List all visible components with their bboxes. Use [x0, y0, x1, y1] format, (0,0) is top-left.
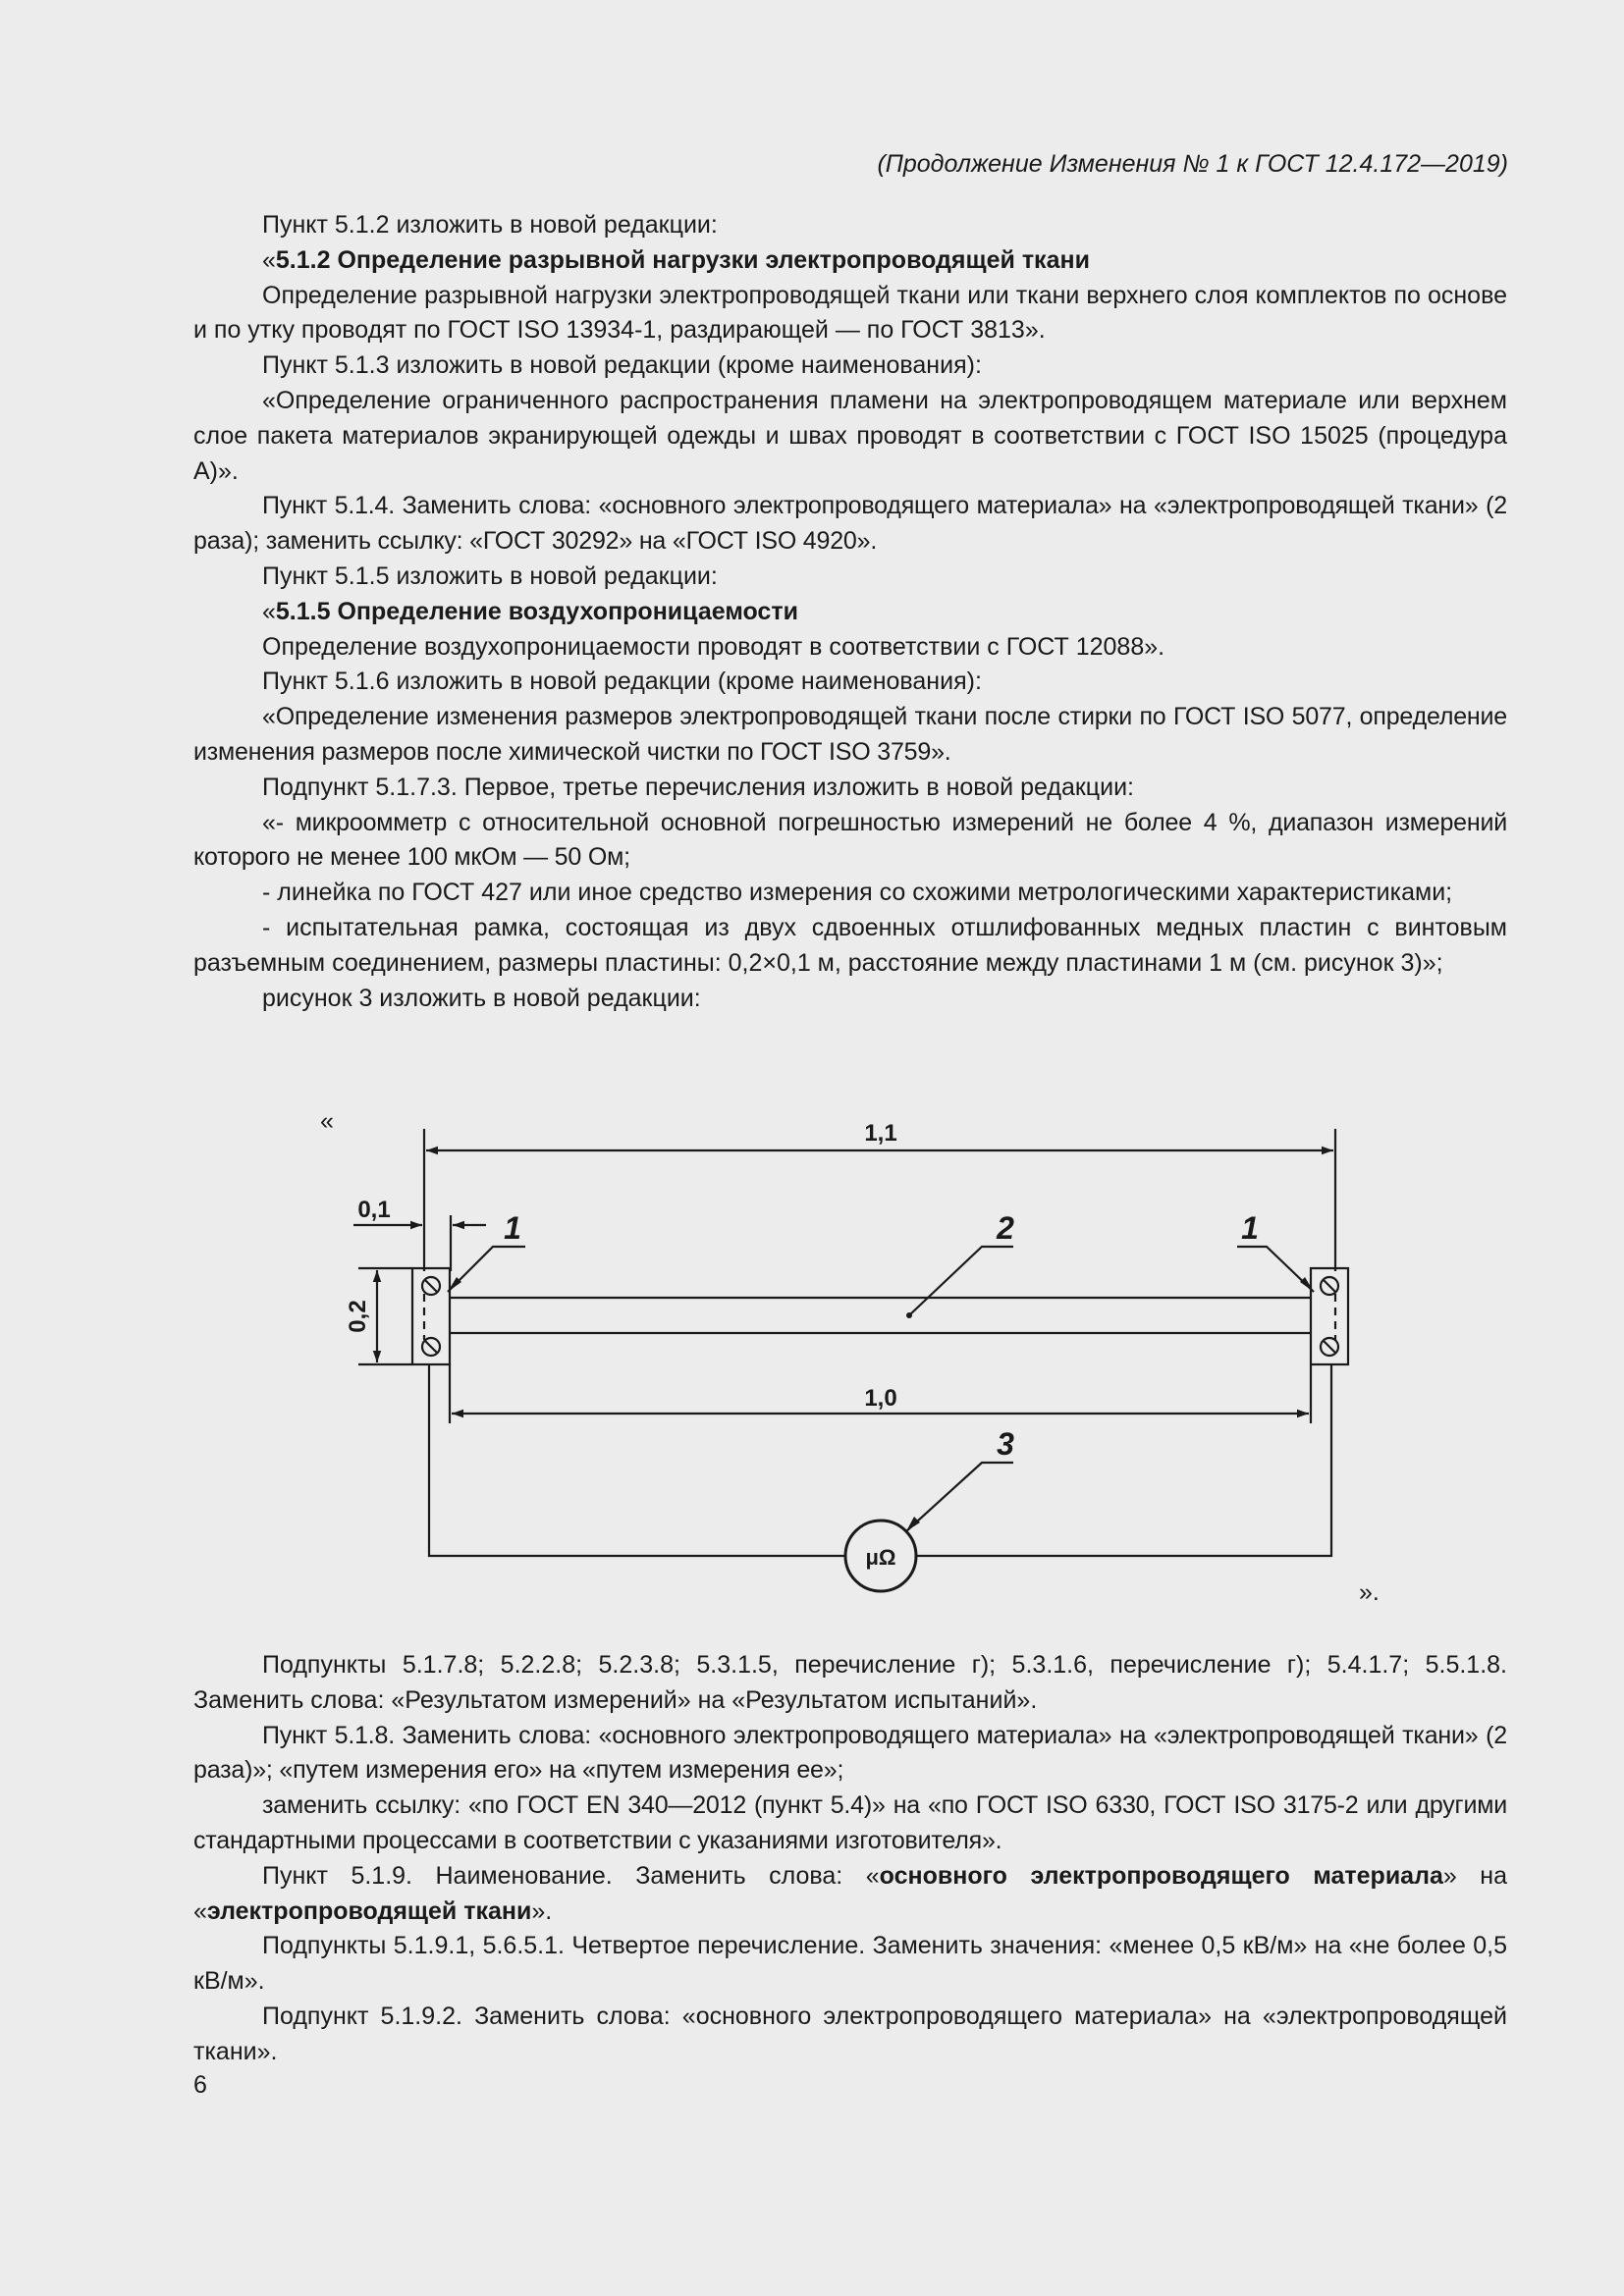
paragraph: Определение разрывной нагрузки электропроводящей ткани или ткани верхнего слоя комплектов по основе и по утку проводят по ГОСТ ISO 13934-1, раздирающей — по ГОСТ 3813».: [193, 281, 1507, 345]
leader-arrowhead: [906, 1517, 920, 1531]
leader-dot: [906, 1312, 912, 1318]
figure-open-quote: «: [320, 1107, 334, 1135]
text-run: Пункт 5.1.9. Наименование. Заменить слова: «: [262, 1861, 880, 1890]
paragraph: Подпункты 5.1.7.8; 5.2.2.8; 5.2.3.8; 5.3.1.5, перечисление г); 5.3.1.6, перечисление г); 5.4.1.7; 5.5.1.8. Заменить слова: «Результатом измерений» на «Результатом испытаний».: [193, 1651, 1507, 1714]
plate-left: [412, 1268, 450, 1364]
callout-1-right: 1: [1241, 1210, 1259, 1246]
running-header: (Продолжение Изменения № 1 к ГОСТ 12.4.172—2019): [877, 150, 1508, 178]
dimension-label-total: 1,1: [864, 1120, 897, 1147]
paragraph: Пункт 5.1.3 изложить в новой редакции (кроме наименования):: [262, 351, 982, 380]
paragraph: Подпункт 5.1.7.3. Первое, третье перечисления изложить в новой редакции:: [262, 773, 1134, 801]
list-item: - испытательная рамка, состоящая из двух сдвоенных отшлифованных медных пластин с винтовым разъемным соединением, размеры пластины: 0,2×0,1 м, расстояние между пластинами 1 м (см. рисунок 3)»;: [193, 913, 1507, 977]
dimension-label-inner: 1,0: [864, 1385, 897, 1412]
quote-mark: «: [262, 597, 276, 625]
section-heading: 5.1.5 Определение воздухопроницаемости: [275, 597, 798, 625]
text-run: ».: [531, 1896, 553, 1925]
dimension-label-height: 0,2: [345, 1300, 371, 1333]
meter-symbol: μΩ: [865, 1545, 896, 1570]
page-number: 6: [193, 2071, 207, 2099]
figure-close-quote: ».: [1359, 1578, 1380, 1606]
dimension-label-width: 0,1: [357, 1197, 391, 1223]
plate-right: [1311, 1268, 1348, 1364]
paragraph-heading: [193, 243, 1507, 279]
screw-slot: [425, 1341, 437, 1353]
list-item: - линейка по ГОСТ 427 или иное средство измерения со схожими метрологическими характеристиками;: [262, 879, 1453, 907]
test-frame-drawing: [314, 1099, 1394, 1620]
callout-1-left: 1: [504, 1210, 521, 1246]
text-block-top: [193, 208, 1507, 1016]
paragraph: Подпункт 5.1.9.2. Заменить слова: «основного электропроводящего материала» на «электропроводящей ткани».: [193, 2002, 1507, 2065]
leader-1-left: [448, 1247, 525, 1292]
quote-mark: «: [262, 245, 276, 274]
paragraph: рисунок 3 изложить в новой редакции:: [262, 984, 701, 1012]
text-run: » на «: [193, 1861, 1507, 1925]
paragraph: Пункт 5.1.6 изложить в новой редакции (кроме наименования):: [262, 667, 982, 696]
leader-2: [909, 1247, 1013, 1315]
paragraph: заменить ссылку: «по ГОСТ EN 340—2012 (пункт 5.4)» на «по ГОСТ ISO 6330, ГОСТ ISO 3175-2 или другими стандартными процессами в соответствии с указаниями изготовителя».: [193, 1791, 1507, 1854]
leader-1-right: [1237, 1247, 1314, 1292]
paragraph: Пункт 5.1.2 изложить в новой редакции:: [262, 211, 718, 239]
screw-slot: [1324, 1280, 1335, 1292]
paragraph: «Определение изменения размеров электропроводящей ткани после стирки по ГОСТ ISO 5077, определение изменения размеров после химической чистки по ГОСТ ISO 3759».: [193, 703, 1507, 766]
text-run-bold: электропроводящей ткани: [206, 1896, 532, 1925]
figure-test-frame: [314, 1099, 1394, 1620]
paragraph: Определение воздухопроницаемости проводят в соответствии с ГОСТ 12088».: [262, 632, 1165, 661]
leader-3: [906, 1463, 1013, 1531]
section-heading: 5.1.2 Определение разрывной нагрузки электропроводящей ткани: [275, 245, 1090, 274]
screw-slot: [1324, 1341, 1335, 1353]
paragraph: Пункт 5.1.8. Заменить слова: «основного электропроводящего материала» на «электропроводящей ткани» (2 раза)»; «путем измерения его» на «путем измерения ее»;: [193, 1721, 1507, 1785]
wire-right: [916, 1364, 1331, 1556]
paragraph: Подпункты 5.1.9.1, 5.6.5.1. Четвертое перечисление. Заменить значения: «менее 0,5 кВ/м» на «не более 0,5 кВ/м».: [193, 1932, 1507, 1996]
wire-left: [429, 1364, 844, 1556]
callout-3: 3: [997, 1426, 1014, 1462]
paragraph-heading: [193, 595, 1507, 630]
paragraph-mixed: [193, 1859, 1507, 1930]
screw-slot: [425, 1280, 437, 1292]
list-item: «- микроомметр с относительной основной погрешностью измерений не более 4 %, диапазон измерений которого не менее 100 мкОм — 50 Ом;: [193, 808, 1507, 872]
callout-2: 2: [997, 1210, 1014, 1246]
paragraph: «Определение ограниченного распространения пламени на электропроводящем материале или верхнем слое пакета материалов экранирующей одежды и швах проводят в соответствии с ГОСТ ISO 15025 (процедура А)».: [193, 386, 1507, 485]
paragraph: Пункт 5.1.4. Заменить слова: «основного электропроводящего материала» на «электропроводящей ткани» (2 раза); заменить ссылку: «ГОСТ 30292» на «ГОСТ ISO 4920».: [193, 492, 1507, 556]
text-run-bold: основного электропроводящего материала: [879, 1861, 1443, 1890]
text-block-bottom: [193, 1648, 1507, 2070]
paragraph: Пункт 5.1.5 изложить в новой редакции:: [262, 561, 718, 590]
